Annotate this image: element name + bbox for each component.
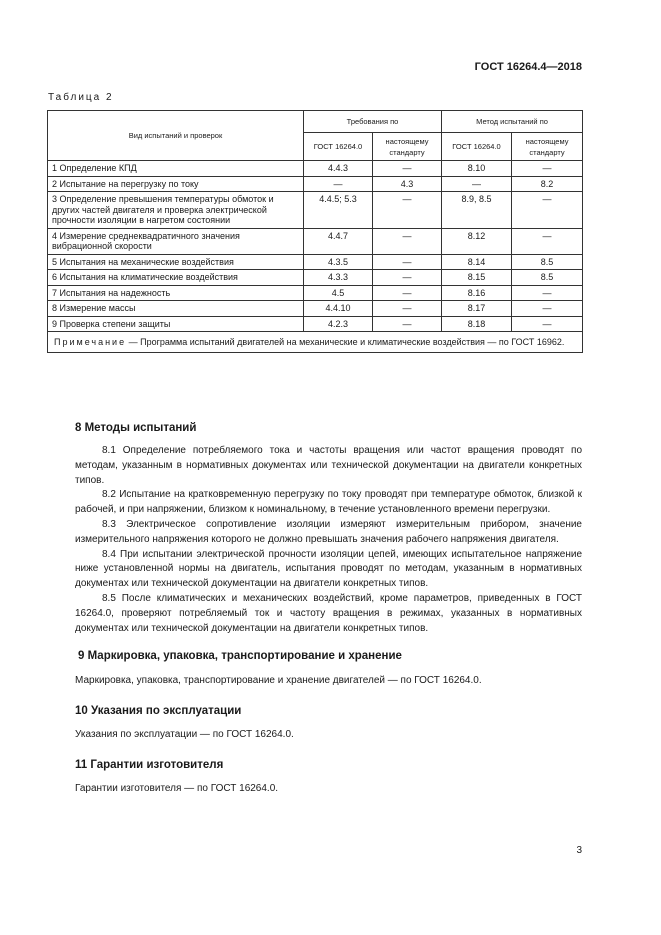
para-8-4: 8.4 При испытании электрической прочности изоляции цепей, имеющих испытательное напряжение ниже установленной нормы на двигатель, испытания проводят по методам, указанным в нормативных документах или технической документации на двигатели конкретных типов. (75, 548, 582, 590)
section-9-title: 9 Маркировка, упаковка, транспортирование и хранение (78, 650, 402, 662)
cell-met-standard: 8.2 (512, 176, 583, 192)
table-row (48, 161, 583, 177)
cell-req-gost: 4.2.3 (304, 316, 373, 332)
para-8-1: 8.1 Определение потребляемого тока и частоты вращения или частот вращения проводят по методам, указанным в нормативных документах или технической документации на двигатели конкретных типов. (75, 445, 582, 486)
cell-req-gost: 4.4.7 (304, 228, 373, 254)
cell-req-standard: — (373, 254, 442, 270)
table-row (48, 316, 583, 332)
cell-req-standard: — (373, 316, 442, 332)
cell-met-gost: 8.18 (442, 316, 512, 332)
table-caption: Таблица 2 (48, 92, 114, 103)
cell-req-gost: 4.3.5 (304, 254, 373, 270)
tests-table (47, 110, 583, 353)
cell-req-standard: 4.3 (373, 176, 442, 192)
cell-req-gost: — (304, 176, 373, 192)
row-name: 1 Определение КПД (48, 161, 304, 177)
section-9-text: Маркировка, упаковка, транспортирование и хранение двигателей — по ГОСТ 16264.0. (75, 675, 482, 686)
section-11-text: Гарантии изготовителя — по ГОСТ 16264.0. (75, 783, 279, 794)
cell-req-standard: — (373, 285, 442, 301)
cell-req-gost: 4.4.10 (304, 301, 373, 317)
cell-met-gost: — (442, 176, 512, 192)
section-8-body (75, 444, 582, 636)
cell-met-standard: — (512, 228, 583, 254)
row-name: 7 Испытания на надежность (48, 285, 304, 301)
cell-req-standard: — (373, 301, 442, 317)
para-8-2: 8.2 Испытание на кратковременную перегрузку по току проводят при температуре обмоток, близкой к рабочей, и при напряжении, близком к номинальному, в течение установленного времени перегрузки. (75, 489, 582, 516)
table-row (48, 301, 583, 317)
cell-met-standard: — (512, 316, 583, 332)
col-header-type: Вид испытаний и проверок (48, 111, 304, 161)
para-8-3: 8.3 Электрическое сопротивление изоляции измеряют измерительным прибором, значение измерительного напряжения которого не должно превышать значения рабочего напряжения двигателя. (75, 518, 582, 545)
cell-met-gost: 8.17 (442, 301, 512, 317)
section-8-title: 8 Методы испытаний (75, 422, 197, 434)
cell-met-standard: — (512, 192, 583, 229)
cell-met-standard: 8.5 (512, 254, 583, 270)
row-name: 9 Проверка степени защиты (48, 316, 304, 332)
cell-req-standard: — (373, 270, 442, 286)
table-row (48, 254, 583, 270)
subheader-req-standard: настоящему стандарту (373, 133, 442, 161)
cell-met-gost: 8.10 (442, 161, 512, 177)
table-row (48, 270, 583, 286)
note-text: — Программа испытаний двигателей на механические и климатические воздействия — по ГОСТ 16962. (126, 337, 565, 347)
row-name: 8 Измерение массы (48, 301, 304, 317)
cell-req-standard: — (373, 228, 442, 254)
section-10-text: Указания по эксплуатации — по ГОСТ 16264.0. (75, 729, 294, 740)
page-number: 3 (576, 845, 582, 856)
subheader-req-gost: ГОСТ 16264.0 (304, 133, 373, 161)
row-name: 2 Испытание на перегрузку по току (48, 176, 304, 192)
row-name: 6 Испытания на климатические воздействия (48, 270, 304, 286)
table-row (48, 228, 583, 254)
cell-met-standard: 8.5 (512, 270, 583, 286)
subheader-met-gost: ГОСТ 16264.0 (442, 133, 512, 161)
table-row (48, 192, 583, 229)
row-name: 3 Определение превышения температуры обмоток и других частей двигателя и проверка электрической прочности изоляции в нагретом состоянии (48, 192, 304, 229)
cell-req-standard: — (373, 161, 442, 177)
table-row (48, 176, 583, 192)
cell-req-gost: 4.4.3 (304, 161, 373, 177)
row-name: 5 Испытания на механические воздействия (48, 254, 304, 270)
cell-req-gost: 4.4.5; 5.3 (304, 192, 373, 229)
section-10-title: 10 Указания по эксплуатации (75, 705, 242, 717)
cell-met-standard: — (512, 285, 583, 301)
cell-met-gost: 8.15 (442, 270, 512, 286)
cell-met-gost: 8.12 (442, 228, 512, 254)
note-label: Примечание (54, 337, 127, 347)
table-row (48, 285, 583, 301)
cell-met-standard: — (512, 161, 583, 177)
section-11-title: 11 Гарантии изготовителя (75, 759, 224, 771)
cell-req-gost: 4.5 (304, 285, 373, 301)
col-group-methods: Метод испытаний по (442, 111, 583, 133)
cell-met-gost: 8.16 (442, 285, 512, 301)
subheader-met-standard: настоящему стандарту (512, 133, 583, 161)
row-name: 4 Измерение среднеквадратичного значения вибрационной скорости (48, 228, 304, 254)
table-note (48, 332, 583, 353)
cell-met-standard: — (512, 301, 583, 317)
cell-req-gost: 4.3.3 (304, 270, 373, 286)
col-group-requirements: Требования по (304, 111, 442, 133)
para-8-5: 8.5 После климатических и механических воздействий, кроме параметров, приведенных в ГОСТ 16264.0, проверяют потребляемый ток и частоту вращения в режимах, указанных в нормативных документах или технической документации на двигатели конкретных типов. (75, 592, 582, 634)
standard-header: ГОСТ 16264.4—2018 (474, 61, 582, 73)
cell-met-gost: 8.14 (442, 254, 512, 270)
cell-req-standard: — (373, 192, 442, 229)
cell-met-gost: 8.9, 8.5 (442, 192, 512, 229)
